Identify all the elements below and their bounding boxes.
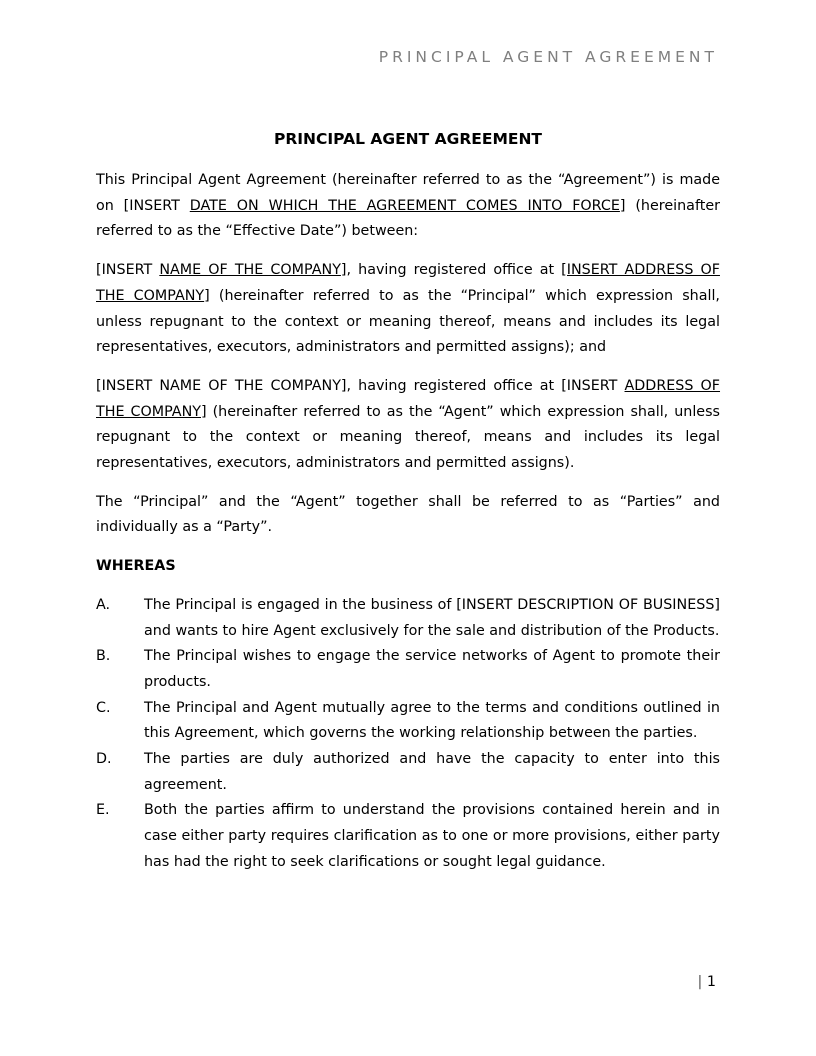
running-header: PRINCIPAL AGENT AGREEMENT: [378, 48, 718, 66]
recital-item: [96, 798, 720, 875]
recital-letter: C.: [96, 699, 111, 716]
document-title: PRINCIPAL AGENT AGREEMENT: [273, 130, 543, 148]
intro-paragraph: [96, 168, 720, 245]
page-footer: [698, 974, 716, 990]
recital-text: The Principal and Agent mutually agree to the terms and conditions outlined in this Agreement, which governs the working relationship between the parties.: [144, 699, 720, 742]
recital-item: [96, 747, 720, 798]
recital-text: The Principal is engaged in the business of [INSERT DESCRIPTION OF BUSINESS] and wants to hire Agent exclusively for the sale and distribution of the Products.: [144, 596, 720, 639]
document-body: [96, 168, 720, 876]
party1-name-placeholder: NAME OF THE COMPANY: [159, 262, 341, 279]
recital-item: [96, 696, 720, 747]
party2-text-1: [INSERT NAME OF THE COMPANY], having registered office at [INSERT: [96, 377, 625, 394]
recital-item: [96, 644, 720, 695]
party2-text-2: ] (hereinafter referred to as the “Agent” which expression shall, unless repugnant to the context or meaning thereof, means and includes its legal representatives, executors, administrators and permitted assigns).: [96, 403, 720, 472]
recital-text: The Principal wishes to engage the service networks of Agent to promote their products.: [144, 648, 720, 690]
recital-item: [96, 593, 720, 644]
recital-letter: B.: [96, 648, 111, 665]
parties-definition-paragraph: The “Principal” and the “Agent” together shall be referred to as “Parties” and individually as a “Party”.: [96, 493, 720, 536]
footer-separator: |: [697, 974, 703, 990]
intro-date-placeholder: DATE ON WHICH THE AGREEMENT COMES INTO FORCE: [189, 197, 620, 214]
recital-letter: D.: [96, 751, 112, 768]
recital-text: The parties are duly authorized and have the capacity to enter into this agreement.: [144, 751, 720, 793]
party1-address-placeholder: [INSERT ADDRESS OF THE COMPANY: [96, 262, 720, 304]
party1-text-2: ], having registered office at: [340, 262, 562, 279]
page-number: 1: [706, 974, 716, 990]
party1-text-1: [INSERT: [96, 262, 160, 279]
agent-party-paragraph: [96, 374, 720, 477]
intro-text-2: ] (hereinafter referred to as the “Effective Date”) between:: [96, 197, 721, 240]
recital-letter: A.: [96, 596, 111, 613]
intro-text-1: This Principal Agent Agreement (hereinafter referred to as the “Agreement”) is made on [INSERT: [96, 172, 720, 214]
recital-text: Both the parties affirm to understand the provisions contained herein and in case either party requires clarification as to one or more provisions, either party has had the right to seek clarifications or sought legal guidance.: [144, 802, 720, 870]
party1-text-3: ] (hereinafter referred to as the “Principal” which expression shall, unless repugnant to the context or meaning thereof, means and includes its legal representatives, executors, administrators and permitted assigns); and: [96, 287, 720, 356]
recital-letter: E.: [96, 802, 110, 819]
party2-address-placeholder: ADDRESS OF THE COMPANY: [96, 377, 721, 420]
principal-party-paragraph: [96, 258, 720, 361]
whereas-heading: WHEREAS: [96, 558, 176, 575]
